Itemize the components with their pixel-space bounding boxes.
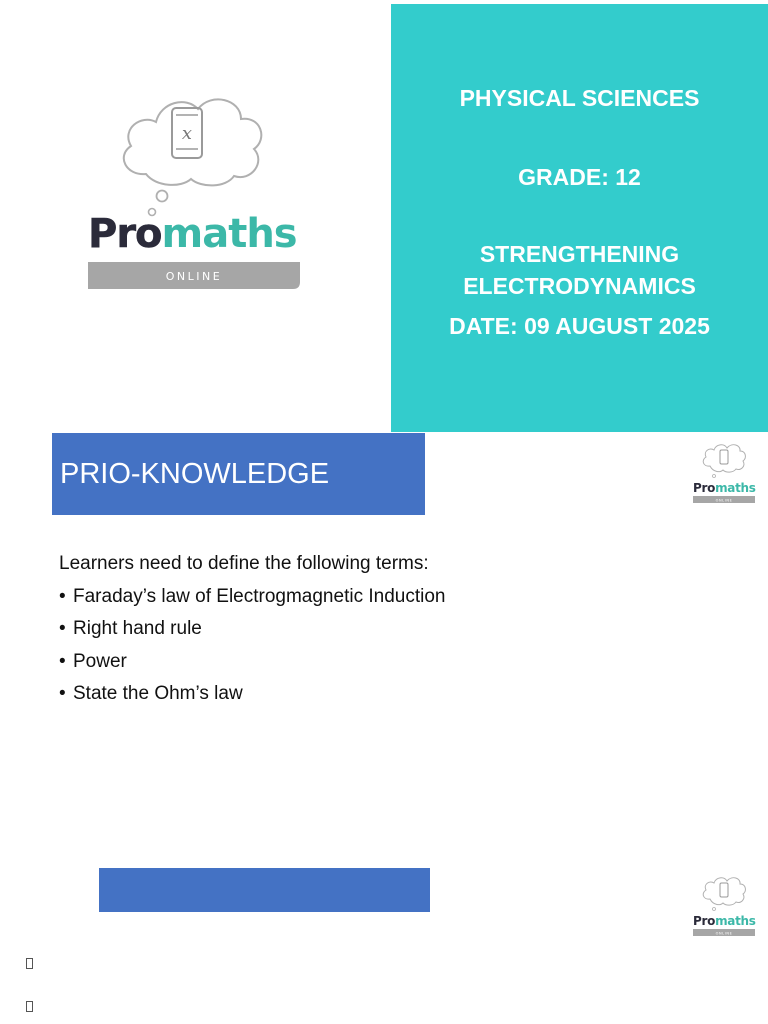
- terms-list: [59, 581, 445, 711]
- thought-cloud-icon: [703, 878, 745, 905]
- thought-bubble-icon: [157, 191, 168, 202]
- list-item: • Right hand rule: [59, 613, 445, 646]
- svg-text:Promaths: Promaths: [693, 914, 756, 928]
- svg-text:ONLINE: ONLINE: [165, 270, 223, 283]
- svg-text:ONLINE: ONLINE: [715, 498, 733, 503]
- list-item: • State the Ohm’s law: [59, 678, 445, 711]
- missing-glyph-icon: [26, 1001, 33, 1012]
- topic-heading-line1: STRENGTHENING: [479, 241, 680, 267]
- topic-heading-line2: ELECTRODYNAMICS: [463, 273, 696, 299]
- intro-text: Learners need to define the following terms:: [59, 553, 429, 574]
- thought-cloud-icon: [124, 99, 262, 185]
- slide-title: PRIO-KNOWLEDGE: [52, 433, 425, 515]
- prior-knowledge-slide: [0, 432, 768, 868]
- list-item: • Faraday’s law of Electrogmagnetic Induction: [59, 581, 445, 614]
- promaths-logo-small: [692, 875, 758, 939]
- thought-cloud-icon: [703, 445, 745, 472]
- svg-text:Promaths: Promaths: [88, 211, 297, 257]
- grade-heading: GRADE: 12: [518, 164, 641, 190]
- phone-icon: [720, 450, 728, 464]
- svg-text:Promaths: Promaths: [693, 481, 756, 495]
- missing-glyph-icon: [26, 958, 33, 969]
- phone-icon: [720, 883, 728, 897]
- title-panel: [391, 4, 768, 432]
- promaths-logo-small: [692, 442, 758, 506]
- svg-text:x: x: [181, 123, 193, 144]
- promaths-logo: [86, 84, 306, 294]
- title-slide: [0, 0, 768, 432]
- slide-body: [59, 548, 445, 711]
- subject-heading: PHYSICAL SCIENCES: [459, 85, 700, 111]
- date-heading: DATE: 09 AUGUST 2025: [449, 313, 710, 339]
- svg-text:ONLINE: ONLINE: [715, 931, 733, 936]
- slide-title-bar: [99, 868, 430, 912]
- list-item: • Power: [59, 646, 445, 679]
